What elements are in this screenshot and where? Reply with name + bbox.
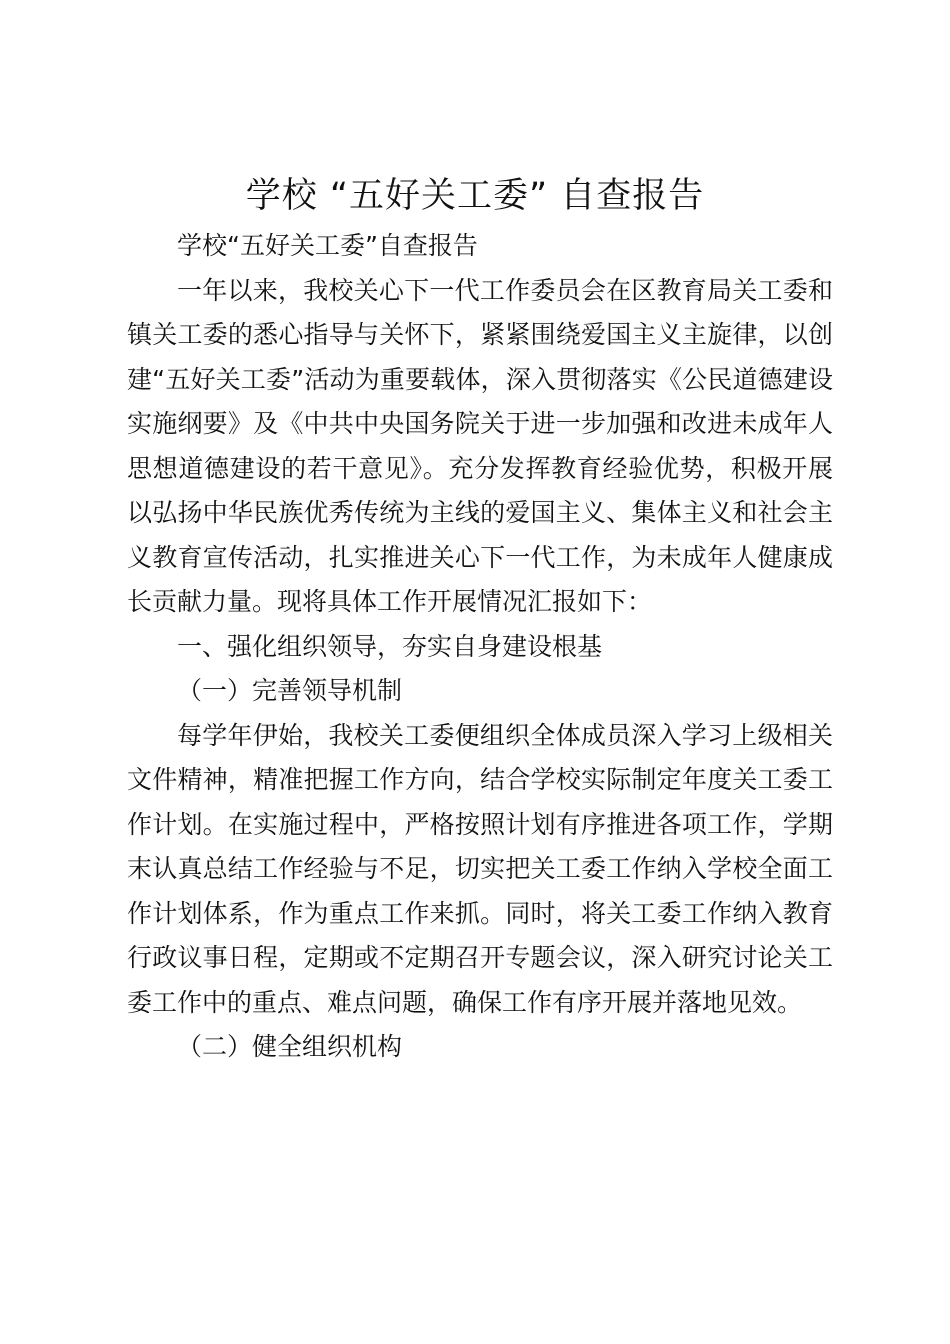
document-title: 学校 “五好关工委” 自查报告 bbox=[245, 176, 705, 216]
subsection-heading: （一）完善领导机制 bbox=[177, 676, 403, 705]
section-heading: 一、强化组织领导，夯实自身建设根基 bbox=[177, 631, 603, 661]
subtitle-paragraph: 学校“五好关工委”自查报告 bbox=[177, 231, 478, 260]
body-paragraph: 每学年伊始，我校关工委便组织全体成员深入学习上级相关文件精神，精准把握工作方向，结合学校实际制定年度关工委工作计划。在实施过程中，严格按照计划有序推进各项工作，学期末认真总结工作经验与不足，切实把关工委工作纳入学校全面工作计划体系，作为重点工作来抓。同时，将关工委工作纳入教育行政议事日程，定期或不定期召开专题会议，深入研究讨论关工委工作中的重点、难点问题，确保工作有序开展并落地见效。 bbox=[127, 720, 833, 1017]
subsection-heading: （二）健全组织机构 bbox=[177, 1032, 403, 1061]
intro-paragraph: 一年以来，我校关心下一代工作委员会在区教育局关工委和镇关工委的悉心指导与关怀下，紧紧围绕爱国主义主旋律，以创建“五好关工委”活动为重要载体，深入贯彻落实《公民道德建设实施纲要》及《中共中央国务院关于进一步加强和改进未成年人思想道德建设的若干意见》。充分发挥教育经验优势，积极开展以弘扬中华民族优秀传统为主线的爱国主义、集体主义和社会主义教育宣传活动，扎实推进关心下一代工作，为未成年人健康成长贡献力量。现将具体工作开展情况汇报如下： bbox=[127, 275, 833, 616]
document-body bbox=[127, 224, 833, 1070]
